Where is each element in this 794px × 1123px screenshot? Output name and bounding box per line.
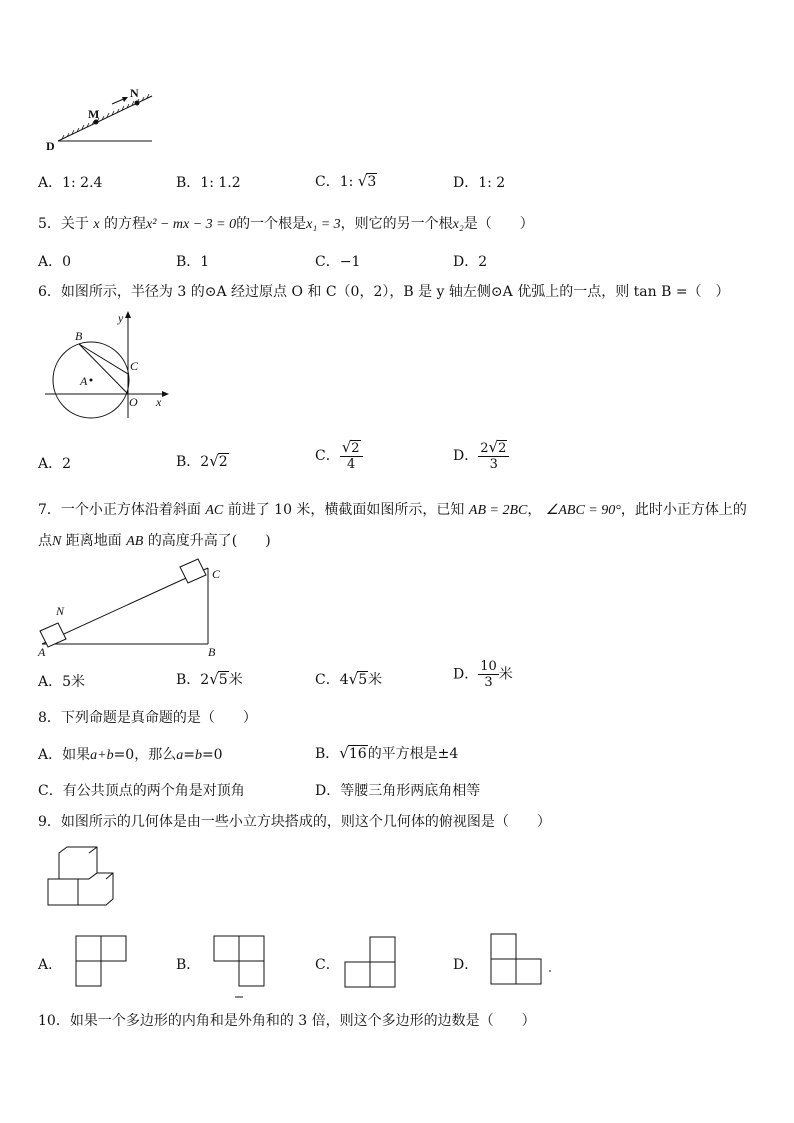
- sqrt-sign: √: [357, 172, 368, 190]
- label-c: C: [212, 567, 221, 581]
- label-b: B: [208, 645, 216, 659]
- option-c[interactable]: C．4√5米: [315, 670, 383, 688]
- option-c-prefix: C．1:: [315, 174, 358, 190]
- label-n: N: [56, 604, 65, 618]
- question-10: 10．如果一个多边形的内角和是外角和的 3 倍，则这个多边形的边数是（ ）: [38, 1013, 536, 1029]
- option-d[interactable]: [453, 440, 509, 472]
- label-c: C: [130, 359, 139, 373]
- question-7-line-1: 7．一个小正方体沿着斜面 AC 前进了 10 米，横截面如图所示，已知 AB = 2BC， ∠ABC = 90°，此时小正方体上的: [38, 502, 747, 518]
- fraction: $\frac{10}{3}$: [480, 659, 497, 690]
- option-d[interactable]: D．1: 2: [453, 175, 506, 191]
- incline-figure: [40, 82, 160, 154]
- label-m: M: [88, 107, 100, 121]
- center-a: [90, 379, 93, 382]
- option-a[interactable]: A．5米: [38, 674, 86, 690]
- question-7-line-2: 点N 距离地面 AB 的高度升高了( ): [38, 533, 271, 549]
- question-5: [38, 213, 534, 233]
- q5-mid3: ，则它的另一个根: [340, 216, 453, 232]
- option-d[interactable]: D．等腰三角形两底角相等: [315, 783, 481, 799]
- option-d[interactable]: D． $\frac{10}{3}$ 米: [453, 659, 513, 690]
- label-b: B: [75, 329, 83, 343]
- slope-figure: [36, 560, 226, 660]
- label-y: y: [118, 311, 124, 325]
- question-8: 8．下列命题是真命题的是（ ）: [38, 710, 257, 726]
- label-a: A: [80, 374, 88, 388]
- option-b[interactable]: B．√16的平方根是±4: [315, 744, 459, 762]
- option-d-view: [490, 932, 556, 988]
- option-b[interactable]: B．: [176, 957, 201, 973]
- option-d[interactable]: D．2: [453, 254, 488, 270]
- option-a[interactable]: A．1: 2.4: [38, 175, 103, 191]
- radicand: 3: [367, 174, 377, 190]
- option-a-view: [75, 934, 131, 990]
- option-d-prefix: D．: [453, 448, 479, 464]
- option-b-view: [213, 934, 269, 1002]
- option-d[interactable]: D．: [453, 957, 479, 973]
- fraction: $\frac{√2}{4}$: [340, 440, 363, 472]
- option-c[interactable]: C．−1: [315, 254, 361, 270]
- radicand: 2: [218, 454, 228, 470]
- option-c-prefix: C．: [315, 448, 340, 464]
- option-b-prefix: B．2: [176, 454, 210, 470]
- fraction: $\frac{2√2}{3}$: [478, 440, 509, 472]
- label-n: N: [130, 86, 139, 100]
- cubes-figure: [45, 845, 115, 910]
- option-b[interactable]: B．2√5米: [176, 670, 243, 688]
- circle-figure: [45, 310, 175, 420]
- q5-mid1: 的方程: [104, 216, 147, 232]
- point-n: [135, 101, 140, 106]
- option-c[interactable]: C．有公共顶点的两个角是对顶角: [38, 783, 245, 799]
- q5-mid2: 的一个根是: [236, 216, 307, 232]
- option-b[interactable]: B．1: [176, 254, 210, 270]
- question-9: 9．如图所示的几何体是由一些小立方块搭成的，则这个几何体的俯视图是（ ）: [38, 814, 551, 830]
- sqrt-sign: √: [209, 452, 219, 470]
- q5-var: x: [93, 217, 100, 232]
- option-c[interactable]: C．: [315, 957, 340, 973]
- option-a[interactable]: A．0: [38, 254, 72, 270]
- option-b[interactable]: [176, 451, 229, 471]
- label-d: D: [46, 139, 55, 153]
- label-a: A: [38, 645, 46, 659]
- option-c[interactable]: [315, 440, 363, 472]
- label-x: x: [156, 395, 162, 409]
- q5-other: x₂: [452, 217, 464, 232]
- question-6: 6．如图所示，半径为 3 的⊙A 经过原点 O 和 C（0，2），B 是 y 轴左侧⊙A 优弧上的一点，则 tan B =（ ）: [38, 284, 730, 300]
- option-c-view: [344, 935, 400, 991]
- label-o: O: [129, 395, 138, 409]
- option-a[interactable]: A．2: [38, 456, 72, 472]
- q5-prefix: 5．关于: [38, 216, 89, 232]
- option-a[interactable]: A．如果a+b=0，那么a=b=0: [38, 747, 223, 763]
- option-b[interactable]: B．1: 1.2: [176, 175, 241, 191]
- option-c[interactable]: [315, 171, 377, 191]
- q5-equation: x² − mx − 3 = 0: [146, 217, 237, 232]
- q5-suffix: 是（ ）: [463, 216, 534, 232]
- option-a[interactable]: A．: [38, 957, 63, 973]
- q5-root: x₁ = 3: [306, 217, 341, 232]
